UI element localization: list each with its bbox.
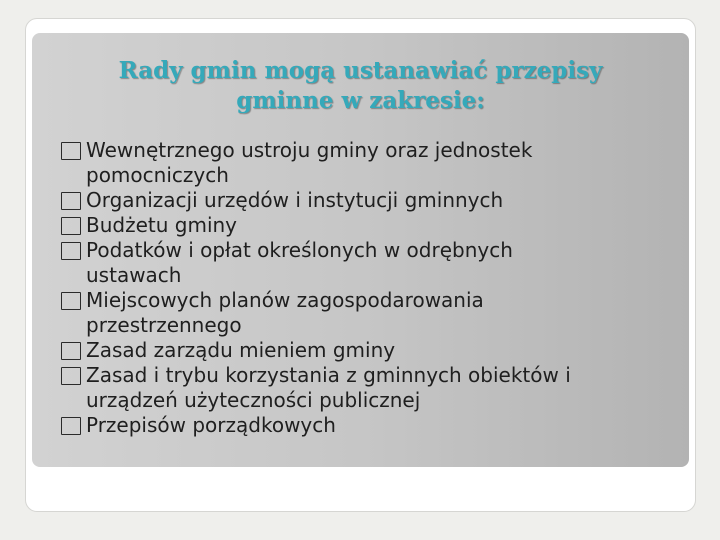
bullet-item-budzet <box>61 213 689 238</box>
bullet-text-line: Miejscowych planów zagospodarowania <box>86 288 484 312</box>
box-bullet-icon <box>61 292 81 310</box>
bullet-text-line: urządzeń użyteczności publicznej <box>86 388 421 412</box>
box-bullet-icon <box>61 192 81 210</box>
bullet-item-obiekty <box>61 363 689 413</box>
bullet-item-ustroj <box>61 138 689 188</box>
bullet-item-plany <box>61 288 689 338</box>
bullet-text-line: przestrzennego <box>86 313 242 337</box>
bullet-text-line: ustawach <box>86 263 182 287</box>
box-bullet-icon <box>61 242 81 260</box>
bullet-text-line: Organizacji urzędów i instytucji gminnych <box>86 188 504 212</box>
bullet-text-line: Przepisów porządkowych <box>86 413 336 437</box>
bullet-item-organizacja <box>61 188 689 213</box>
bullet-text-line: Zasad zarządu mieniem gminy <box>86 338 396 362</box>
box-bullet-icon <box>61 367 81 385</box>
slide-title-line-2: gminne w zakresie: <box>236 87 485 114</box>
box-bullet-icon <box>61 142 81 160</box>
bullet-text-line: Wewnętrznego ustroju gminy oraz jednostek <box>86 138 533 162</box>
bullet-item-mienie <box>61 338 689 363</box>
box-bullet-icon <box>61 217 81 235</box>
bullet-text-line: Podatków i opłat określonych w odrębnych <box>86 238 513 262</box>
bullet-list <box>61 138 689 438</box>
slide-title <box>32 56 689 116</box>
bullet-item-podatki <box>61 238 689 288</box>
box-bullet-icon <box>61 417 81 435</box>
bullet-item-porzadkowe <box>61 413 689 438</box>
bullet-text-line: Budżetu gminy <box>86 213 238 237</box>
slide-title-line-1: Rady gmin mogą ustanawiać przepisy <box>118 57 603 84</box>
bullet-text-line: Zasad i trybu korzystania z gminnych obiektów i <box>86 363 571 387</box>
bullet-text-line: pomocniczych <box>86 163 229 187</box>
box-bullet-icon <box>61 342 81 360</box>
